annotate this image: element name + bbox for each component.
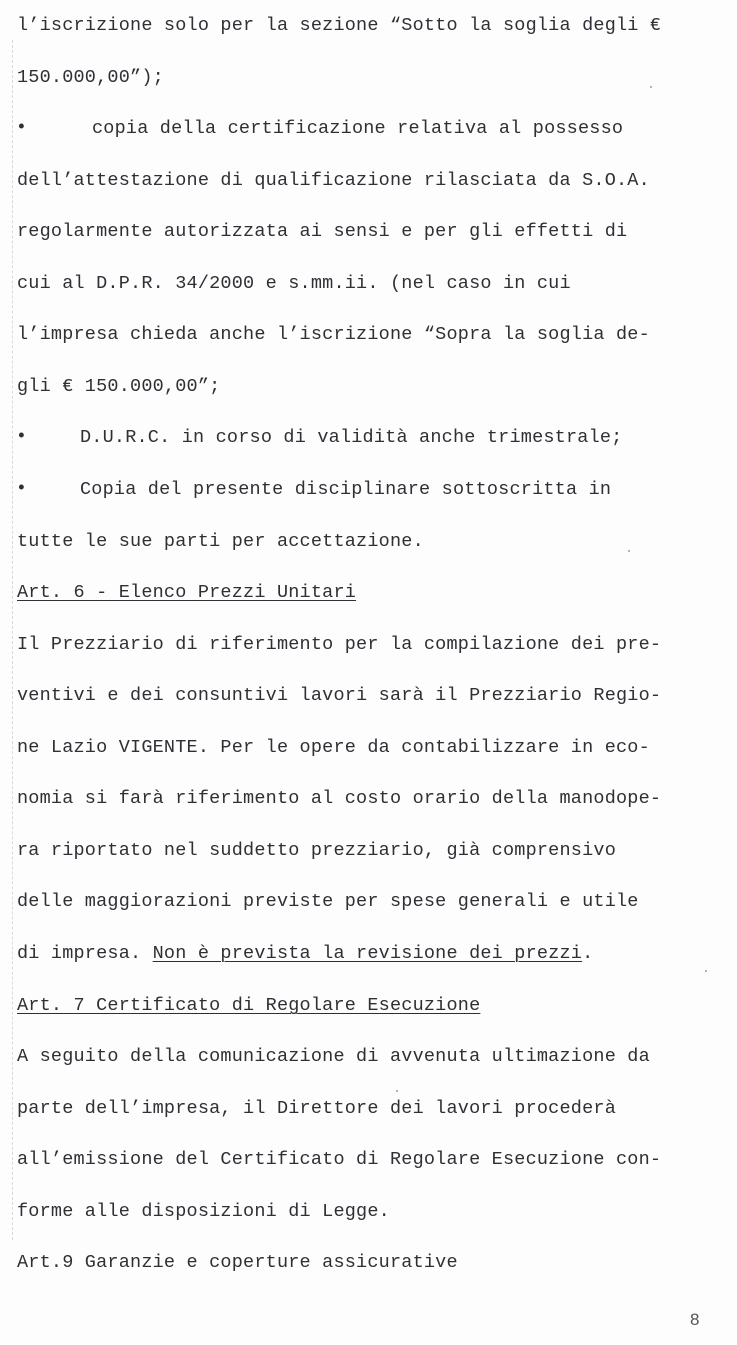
text-line: A seguito della comunicazione di avvenuta ultimazione da bbox=[17, 1046, 650, 1067]
page-number: 8 bbox=[690, 1310, 700, 1329]
text-line: l’iscrizione solo per la sezione “Sotto la soglia degli € bbox=[17, 15, 662, 36]
text-line: 150.000,00”); bbox=[17, 67, 164, 88]
text-line: copia della certificazione relativa al possesso bbox=[92, 118, 624, 139]
text-line: delle maggiorazioni previste per spese generali e utile bbox=[17, 891, 639, 912]
text-line: l’impresa chieda anche l’iscrizione “Sopra la soglia de- bbox=[17, 324, 650, 345]
text-run: . bbox=[582, 943, 594, 964]
text-line: regolarmente autorizzata ai sensi e per gli effetti di bbox=[17, 221, 628, 242]
section-heading-art7: Art. 7 Certificato di Regolare Esecuzione bbox=[17, 995, 481, 1016]
text-line bbox=[17, 943, 593, 965]
text-line: Copia del presente disciplinare sottoscritta in bbox=[80, 479, 612, 500]
text-line: parte dell’impresa, il Direttore dei lavori procederà bbox=[17, 1098, 616, 1119]
text-line: gli € 150.000,00”; bbox=[17, 376, 221, 397]
bullet-icon: • bbox=[16, 479, 27, 499]
bullet-icon: • bbox=[16, 427, 27, 447]
text-line: forme alle disposizioni di Legge. bbox=[17, 1201, 390, 1222]
scan-speck bbox=[628, 550, 630, 552]
text-line: ra riportato nel suddetto prezziario, già comprensivo bbox=[17, 840, 616, 861]
section-heading-art6: Art. 6 - Elenco Prezzi Unitari bbox=[17, 582, 357, 603]
text-line: D.U.R.C. in corso di validità anche trimestrale; bbox=[80, 427, 623, 448]
scan-speck bbox=[705, 970, 707, 972]
text-run: di impresa. bbox=[17, 943, 153, 964]
scan-speck bbox=[396, 1090, 398, 1092]
text-line: ne Lazio VIGENTE. Per le opere da contabilizzare in eco- bbox=[17, 737, 650, 758]
text-line: nomia si farà riferimento al costo orario della manodope- bbox=[17, 788, 662, 809]
text-line: all’emissione del Certificato di Regolare Esecuzione con- bbox=[17, 1149, 662, 1170]
text-line: tutte le sue parti per accettazione. bbox=[17, 531, 424, 552]
text-line: dell’attestazione di qualificazione rilasciata da S.O.A. bbox=[17, 170, 650, 191]
scan-margin-rule bbox=[12, 40, 13, 1240]
text-line: cui al D.P.R. 34/2000 e s.mm.ii. (nel caso in cui bbox=[17, 273, 571, 294]
text-line: ventivi e dei consuntivi lavori sarà il Prezziario Regio- bbox=[17, 685, 662, 706]
text-line: Il Prezziario di riferimento per la compilazione dei pre- bbox=[17, 634, 662, 655]
bullet-icon: • bbox=[16, 118, 27, 138]
scan-speck bbox=[650, 86, 652, 88]
section-heading-art9: Art.9 Garanzie e coperture assicurative bbox=[17, 1252, 458, 1273]
underlined-clause: Non è prevista la revisione dei prezzi bbox=[152, 943, 583, 964]
